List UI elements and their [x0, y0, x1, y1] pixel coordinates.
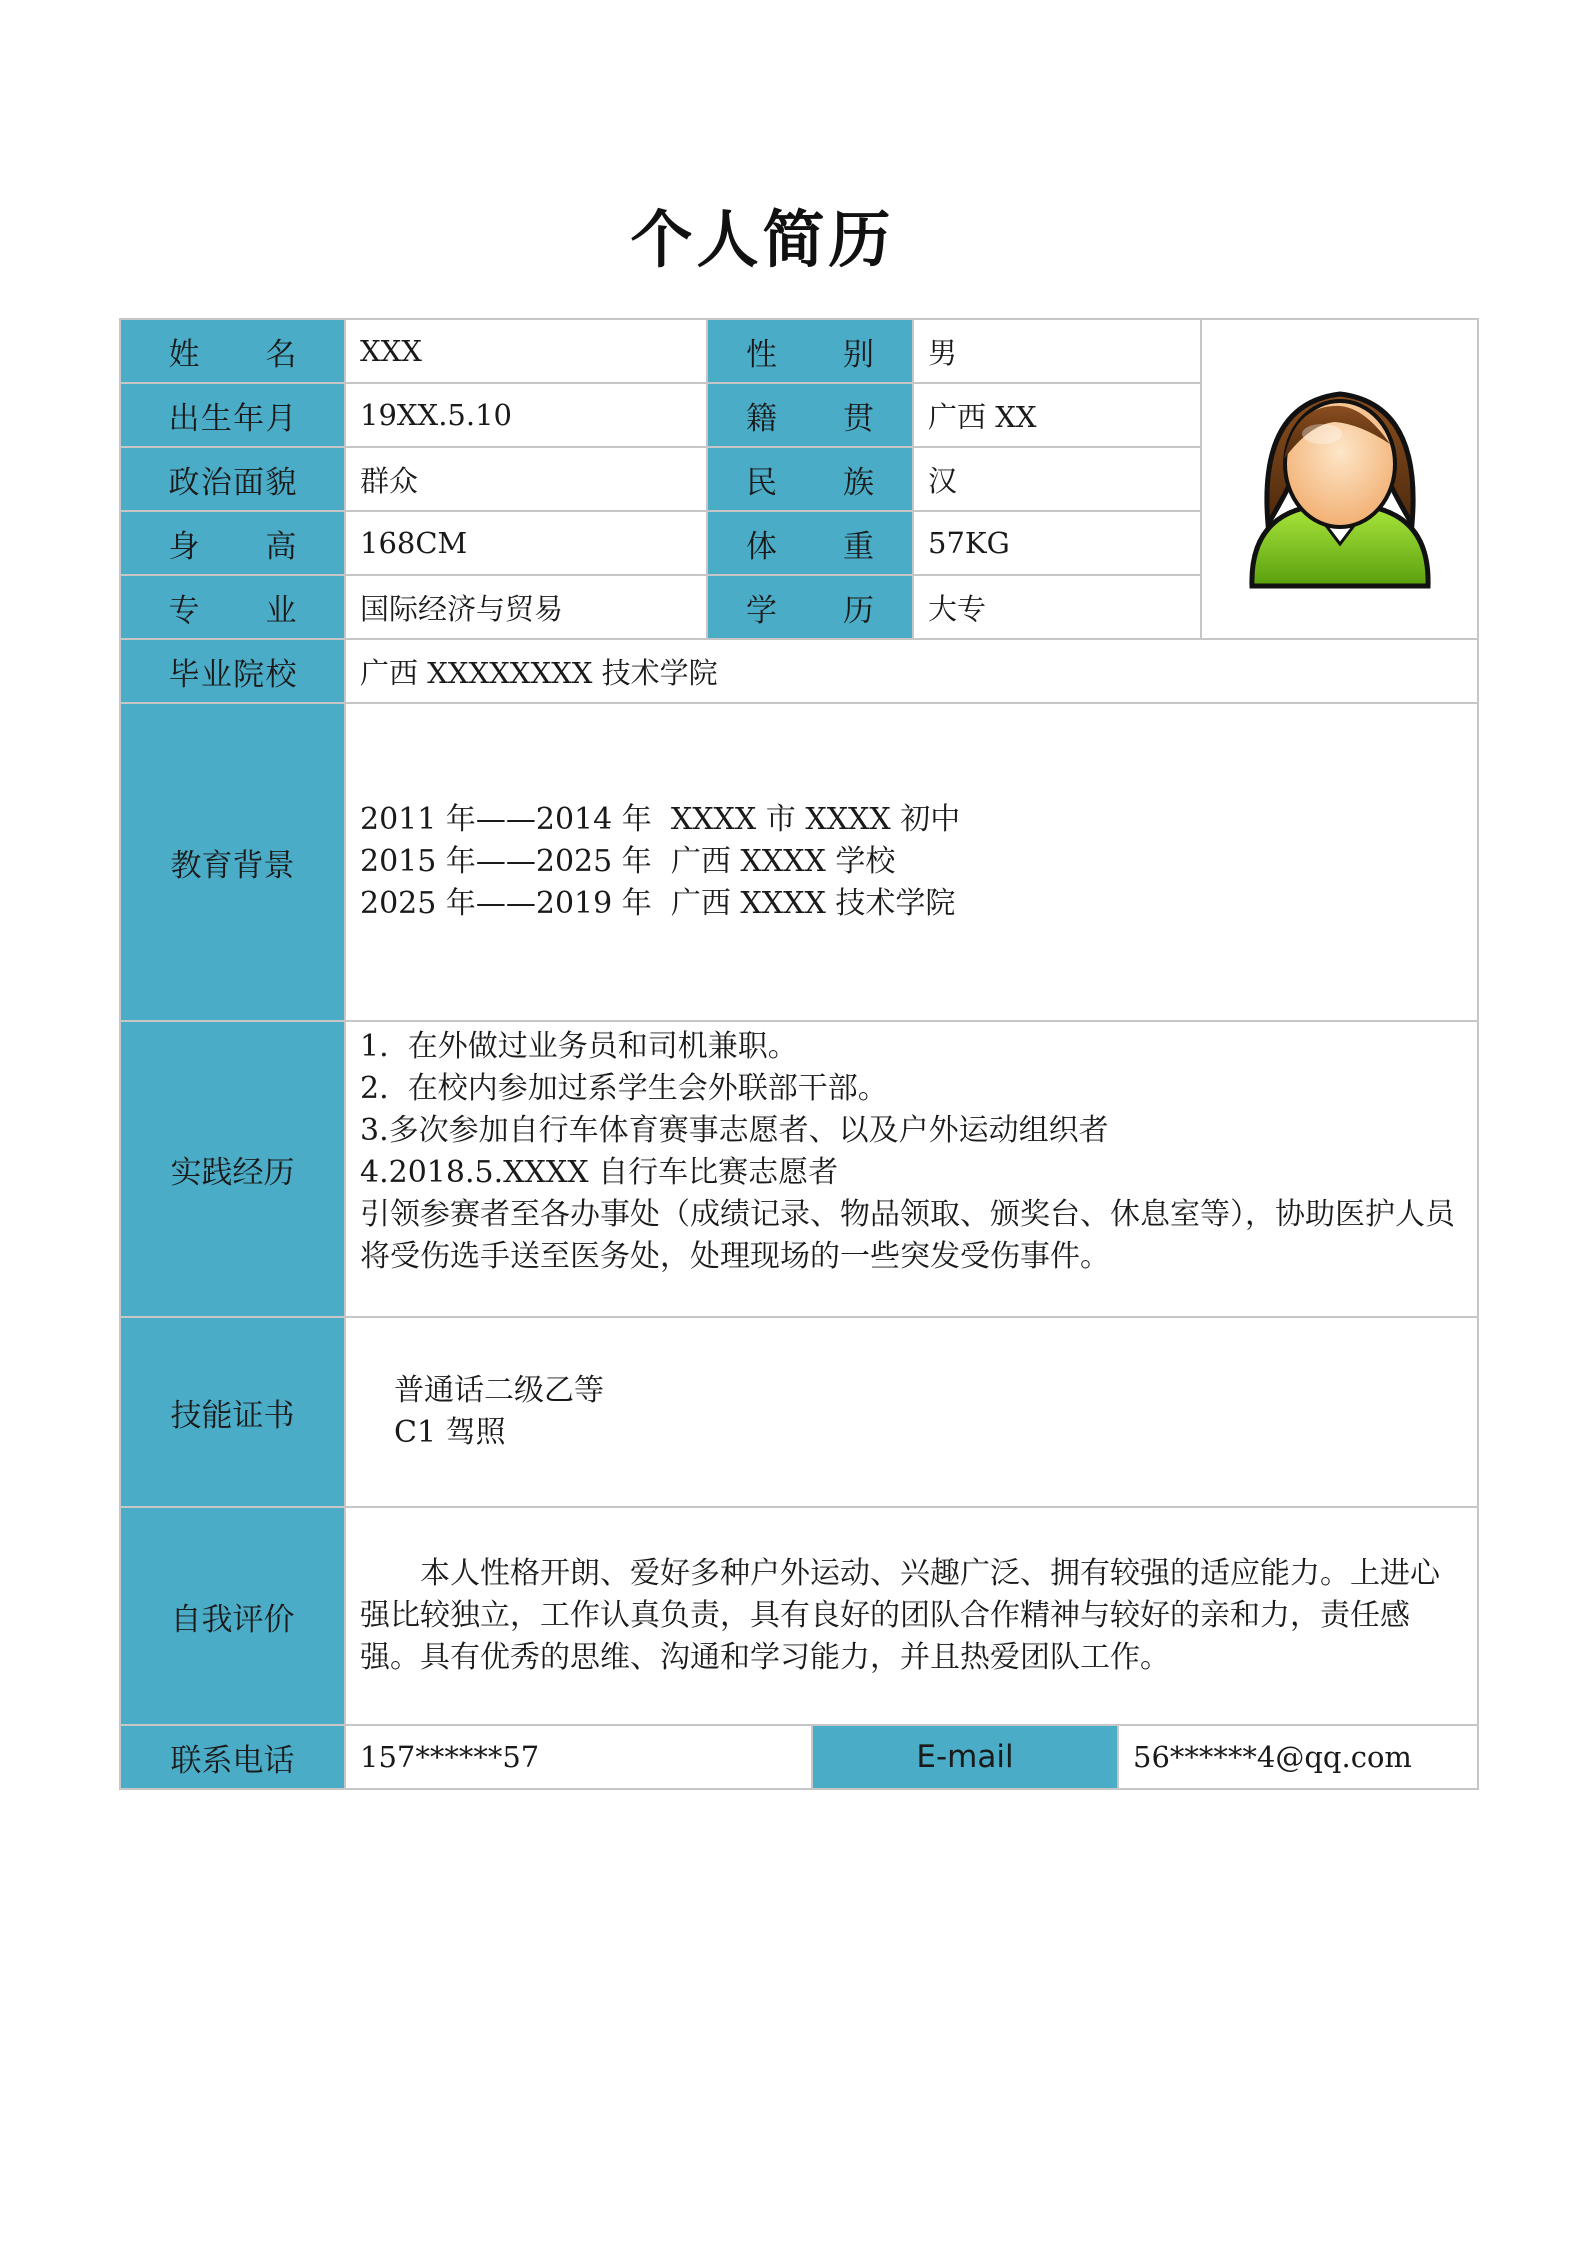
- phone-label: 联系电话: [120, 1725, 345, 1789]
- school-label: 毕业院校: [120, 639, 345, 703]
- origin-label: 籍贯: [707, 383, 913, 447]
- ethnicity-value: 汉: [913, 447, 1201, 511]
- skill-line: C1 驾照: [394, 1415, 506, 1450]
- birth-value: 19XX.5.10: [345, 383, 707, 447]
- birth-label: 出生年月: [120, 383, 345, 447]
- self-eval-text: 本人性格开朗、爱好多种户外运动、兴趣广泛、拥有较强的适应能力。上进心强比较独立，工作认真负责，具有良好的团队合作精神与较好的亲和力，责任感强。具有优秀的思维、沟通和学习能力，并且热爱团队工作。: [360, 1556, 1440, 1675]
- practice-line: 2. 在校内参加过系学生会外联部干部。: [360, 1071, 888, 1106]
- email-label: E-mail: [812, 1725, 1118, 1789]
- education-content: [345, 703, 1478, 1021]
- height-label: 身高: [120, 511, 345, 575]
- skills-label: 技能证书: [120, 1317, 345, 1507]
- ethnicity-label: 民族: [707, 447, 913, 511]
- gender-label: 性别: [707, 319, 913, 383]
- education-line: 2025 年——2019 年 广西 XXXX 技术学院: [360, 886, 956, 921]
- education-line: 2011 年——2014 年 XXXX 市 XXXX 初中: [360, 802, 961, 837]
- school-value: 广西 XXXXXXXX 技术学院: [345, 639, 1478, 703]
- education-line: 2015 年——2025 年 广西 XXXX 学校: [360, 844, 896, 879]
- degree-value: 大专: [913, 575, 1201, 639]
- major-value: 国际经济与贸易: [345, 575, 707, 639]
- politics-label: 政治面貌: [120, 447, 345, 511]
- practice-label: 实践经历: [120, 1021, 345, 1317]
- education-label: 教育背景: [120, 703, 345, 1021]
- email-value: 56******4@qq.com: [1118, 1725, 1478, 1789]
- name-value: XXX: [345, 319, 707, 383]
- skills-content: [345, 1317, 1478, 1507]
- practice-line: 1. 在外做过业务员和司机兼职。: [360, 1029, 798, 1064]
- weight-value: 57KG: [913, 511, 1201, 575]
- politics-value: 群众: [345, 447, 707, 511]
- phone-value: 157******57: [345, 1725, 812, 1789]
- practice-content: [345, 1021, 1478, 1317]
- name-label: 姓名: [120, 319, 345, 383]
- photo-cell: [1201, 319, 1478, 639]
- weight-label: 体重: [707, 511, 913, 575]
- height-value: 168CM: [345, 511, 707, 575]
- self-eval-content: [345, 1507, 1478, 1725]
- page-title: 个人简历: [630, 203, 895, 276]
- skill-line: 普通话二级乙等: [394, 1373, 604, 1408]
- gender-value: 男: [913, 319, 1201, 383]
- practice-line: 4.2018.5.XXXX 自行车比赛志愿者: [360, 1155, 839, 1190]
- origin-value: 广西 XX: [913, 383, 1201, 447]
- major-label: 专业: [120, 575, 345, 639]
- practice-line: 3.多次参加自行车体育赛事志愿者、以及户外运动组织者: [360, 1113, 1109, 1148]
- user-avatar-icon: [1240, 364, 1440, 594]
- practice-line: 引领参赛者至各办事处（成绩记录、物品领取、颁奖台、休息室等），协助医护人员将受伤选手送至医务处，处理现场的一些突发受伤事件。: [360, 1197, 1455, 1274]
- degree-label: 学历: [707, 575, 913, 639]
- self-eval-label: 自我评价: [120, 1507, 345, 1725]
- resume-table: [119, 318, 1479, 1790]
